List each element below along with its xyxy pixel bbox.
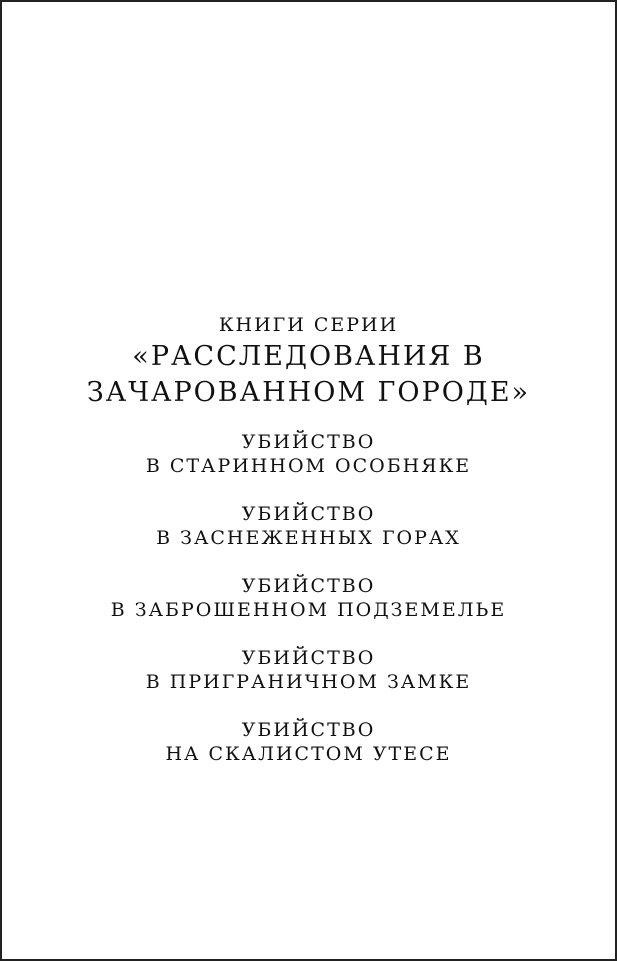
book-item	[2, 646, 615, 694]
book-list	[2, 430, 615, 790]
series-header	[2, 311, 615, 411]
book-title-line-1: УБИЙСТВО	[241, 719, 376, 741]
series-title-line-2: ЗАЧАРОВАННОМ ГОРОДЕ»	[86, 377, 531, 408]
book-title-line-1: УБИЙСТВО	[241, 503, 376, 525]
book-title-line-1: УБИЙСТВО	[241, 431, 376, 453]
series-title-line-1: «РАССЛЕДОВАНИЯ В	[132, 341, 485, 372]
series-caption: КНИГИ СЕРИИ	[218, 314, 399, 336]
book-title-line-2: В ЗАСНЕЖЕННЫХ ГОРАХ	[156, 527, 461, 549]
book-title-line-2: НА СКАЛИСТОМ УТЕСЕ	[165, 743, 452, 765]
book-item	[2, 502, 615, 550]
book-title-line-2: В ПРИГРАНИЧНОМ ЗАМКЕ	[145, 671, 472, 693]
book-title-line-2: В СТАРИННОМ ОСОБНЯКЕ	[145, 455, 472, 477]
book-title-line-1: УБИЙСТВО	[241, 647, 376, 669]
book-item	[2, 574, 615, 622]
series-title	[2, 339, 615, 411]
book-item	[2, 430, 615, 478]
book-title-line-1: УБИЙСТВО	[241, 575, 376, 597]
book-title-line-2: В ЗАБРОШЕННОМ ПОДЗЕМЕЛЬЕ	[110, 599, 507, 621]
book-item	[2, 718, 615, 766]
